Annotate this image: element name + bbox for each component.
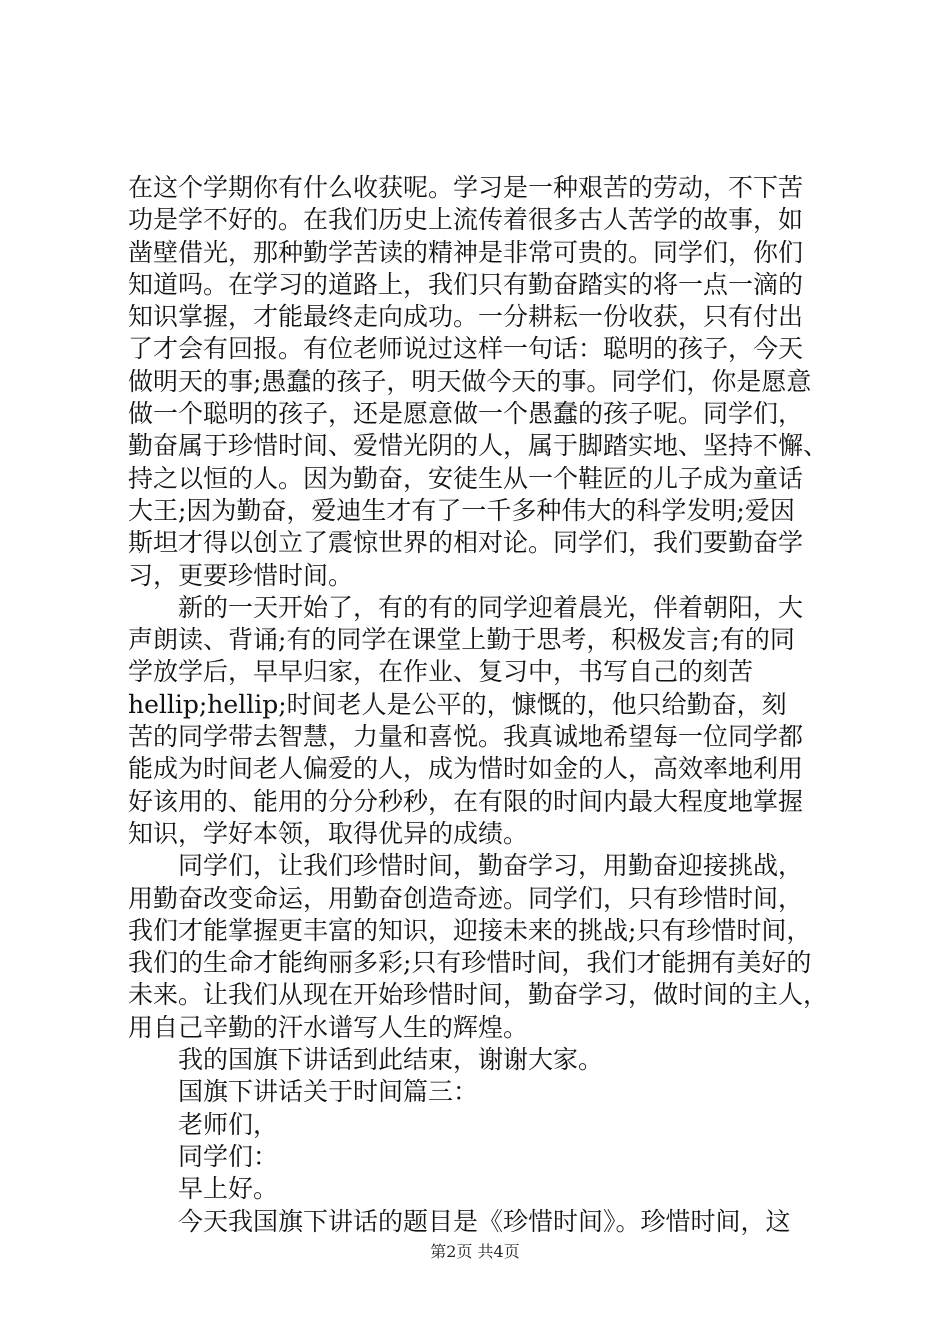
text-line: 能成为时间老人偏爱的人，成为惜时如金的人，高效率地利用	[128, 754, 804, 784]
text-line: 知识掌握，才能最终走向成功。一分耕耘一份收获，只有付出	[128, 302, 804, 332]
text-line: 未来。让我们从现在开始珍惜时间，勤奋学习，做时间的主人，	[128, 980, 829, 1010]
text-line: 我们才能掌握更丰富的知识，迎接未来的挑战;只有珍惜时间，	[128, 915, 812, 945]
page-number-label: 第2页 共4页	[430, 1242, 520, 1261]
text-line: 今天我国旗下讲话的题目是《珍惜时间》。珍惜时间，这	[128, 1206, 791, 1236]
text-line: 用自己辛勤的汗水谱写人生的辉煌。	[128, 1012, 529, 1042]
text-line: 了才会有回报。有位老师说过这样一句话：聪明的孩子，今天	[128, 334, 804, 364]
text-line: 在这个学期你有什么收获呢。学习是一种艰苦的劳动，不下苦	[128, 173, 804, 202]
text-line: 国旗下讲话关于时间篇三：	[128, 1077, 479, 1107]
text-line: 声朗读、背诵;有的同学在课堂上勤于思考，积极发言;有的同	[128, 625, 795, 655]
text-line: 新的一天开始了，有的有的同学迎着晨光，伴着朝阳，大	[128, 592, 804, 622]
text-line: 同学们，让我们珍惜时间，勤奋学习，用勤奋迎接挑战，	[128, 851, 804, 881]
text-line: 勤奋属于珍惜时间、爱惜光阴的人，属于脚踏实地、坚持不懈、	[128, 431, 829, 461]
text-line: 学放学后，早早归家，在作业、复习中，书写自己的刻苦	[128, 657, 754, 687]
text-line: 功是学不好的。在我们历史上流传着很多古人苦学的故事，如	[128, 205, 804, 235]
text-line: 做明天的事;愚蠢的孩子，明天做今天的事。同学们，你是愿意	[128, 366, 812, 396]
text-line: 好该用的、能用的分分秒秒，在有限的时间内最大程度地掌握	[128, 786, 804, 816]
page-footer	[0, 1242, 950, 1262]
text-line: 早上好。	[128, 1174, 279, 1204]
text-line: 我们的生命才能绚丽多彩;只有珍惜时间，我们才能拥有美好的	[128, 948, 812, 978]
text-line: 我的国旗下讲话到此结束，谢谢大家。	[128, 1045, 604, 1075]
text-line: 知道吗。在学习的道路上，我们只有勤奋踏实的将一点一滴的	[128, 269, 804, 299]
text-line: 大王;因为勤奋，爱迪生才有了一千多种伟大的科学发明;爱因	[128, 495, 795, 525]
text-line: 同学们：	[128, 1141, 279, 1171]
body-text	[128, 172, 848, 1238]
text-line: 斯坦才得以创立了震惊世界的相对论。同学们，我们要勤奋学	[128, 528, 804, 558]
text-line: 持之以恒的人。因为勤奋，安徒生从一个鞋匠的儿子成为童话	[128, 463, 804, 493]
text-line: 做一个聪明的孩子，还是愿意做一个愚蠢的孩子呢。同学们，	[128, 399, 804, 429]
text-line: 知识，学好本领，取得优异的成绩。	[128, 818, 529, 848]
text-line: hellip;hellip;时间老人是公平的，慷慨的，他只给勤奋，刻	[128, 689, 787, 719]
text-line: 习，更要珍惜时间。	[128, 560, 354, 590]
text-line: 凿壁借光，那种勤学苦读的精神是非常可贵的。同学们，你们	[128, 237, 804, 267]
text-line: 苦的同学带去智慧，力量和喜悦。我真诚地希望每一位同学都	[128, 722, 804, 752]
text-line: 老师们，	[128, 1109, 279, 1139]
text-line: 用勤奋改变命运，用勤奋创造奇迹。同学们，只有珍惜时间，	[128, 883, 804, 913]
